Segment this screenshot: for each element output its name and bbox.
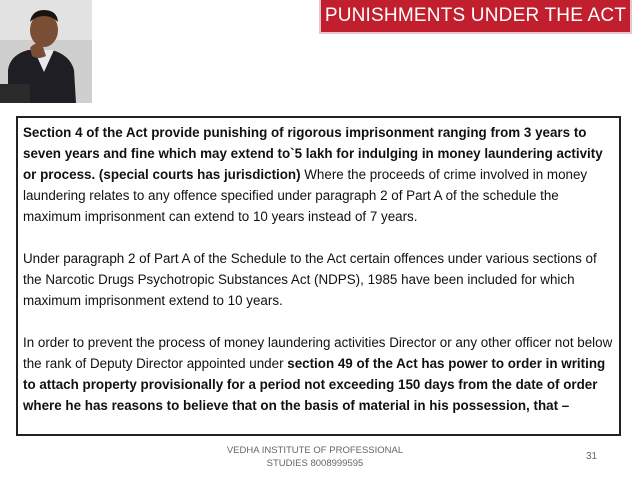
paragraph-ndps: Under paragraph 2 of Part A of the Schedule to the Act certain offences under various sections of the Narcotic Drugs Psychotropic Substances Act (NDPS), 1985 have been included for which maximum imprisonment extend to 10 years.	[23, 251, 597, 308]
paragraph-attachment	[23, 332, 614, 416]
attachment-bold-text: section 49 of the Act has power to order in writing to attach property provisionally for a period not exceeding 150 days from the date of order where he has reasons to believe that on the basis of material in his possession, that –	[23, 356, 606, 413]
footer-institute-line1: VEDHA INSTITUTE OF PROFESSIONAL	[226, 445, 404, 456]
attachment-normal-text: In order to prevent the process of money laundering activities Director or any other officer not below the rank of Deputy Director appointed under	[23, 335, 613, 371]
paragraph-section-4	[23, 122, 614, 227]
slide-title: PUNISHMENTS UNDER THE ACT	[319, 0, 632, 34]
page-number: 31	[586, 451, 598, 462]
section-4-bold-text: Section 4 of the Act provide punishing of rigorous imprisonment ranging from 3 years to seven years and fine which may extend to`5 lakh for indulging in money laundering activity or process. (special courts has jurisdiction)	[23, 125, 603, 182]
content-box	[16, 116, 621, 436]
proceeds-of-crime-text: Where the proceeds of crime involved in money laundering relates to any offence specified under paragraph 2 of Part A of the schedule the maximum imprisonment can extend to 10 years instead of 7 years.	[23, 167, 588, 224]
speaker-photo	[0, 0, 92, 103]
footer-institute-line2: STUDIES 8008999595	[266, 458, 364, 469]
footer-institute	[225, 444, 405, 470]
